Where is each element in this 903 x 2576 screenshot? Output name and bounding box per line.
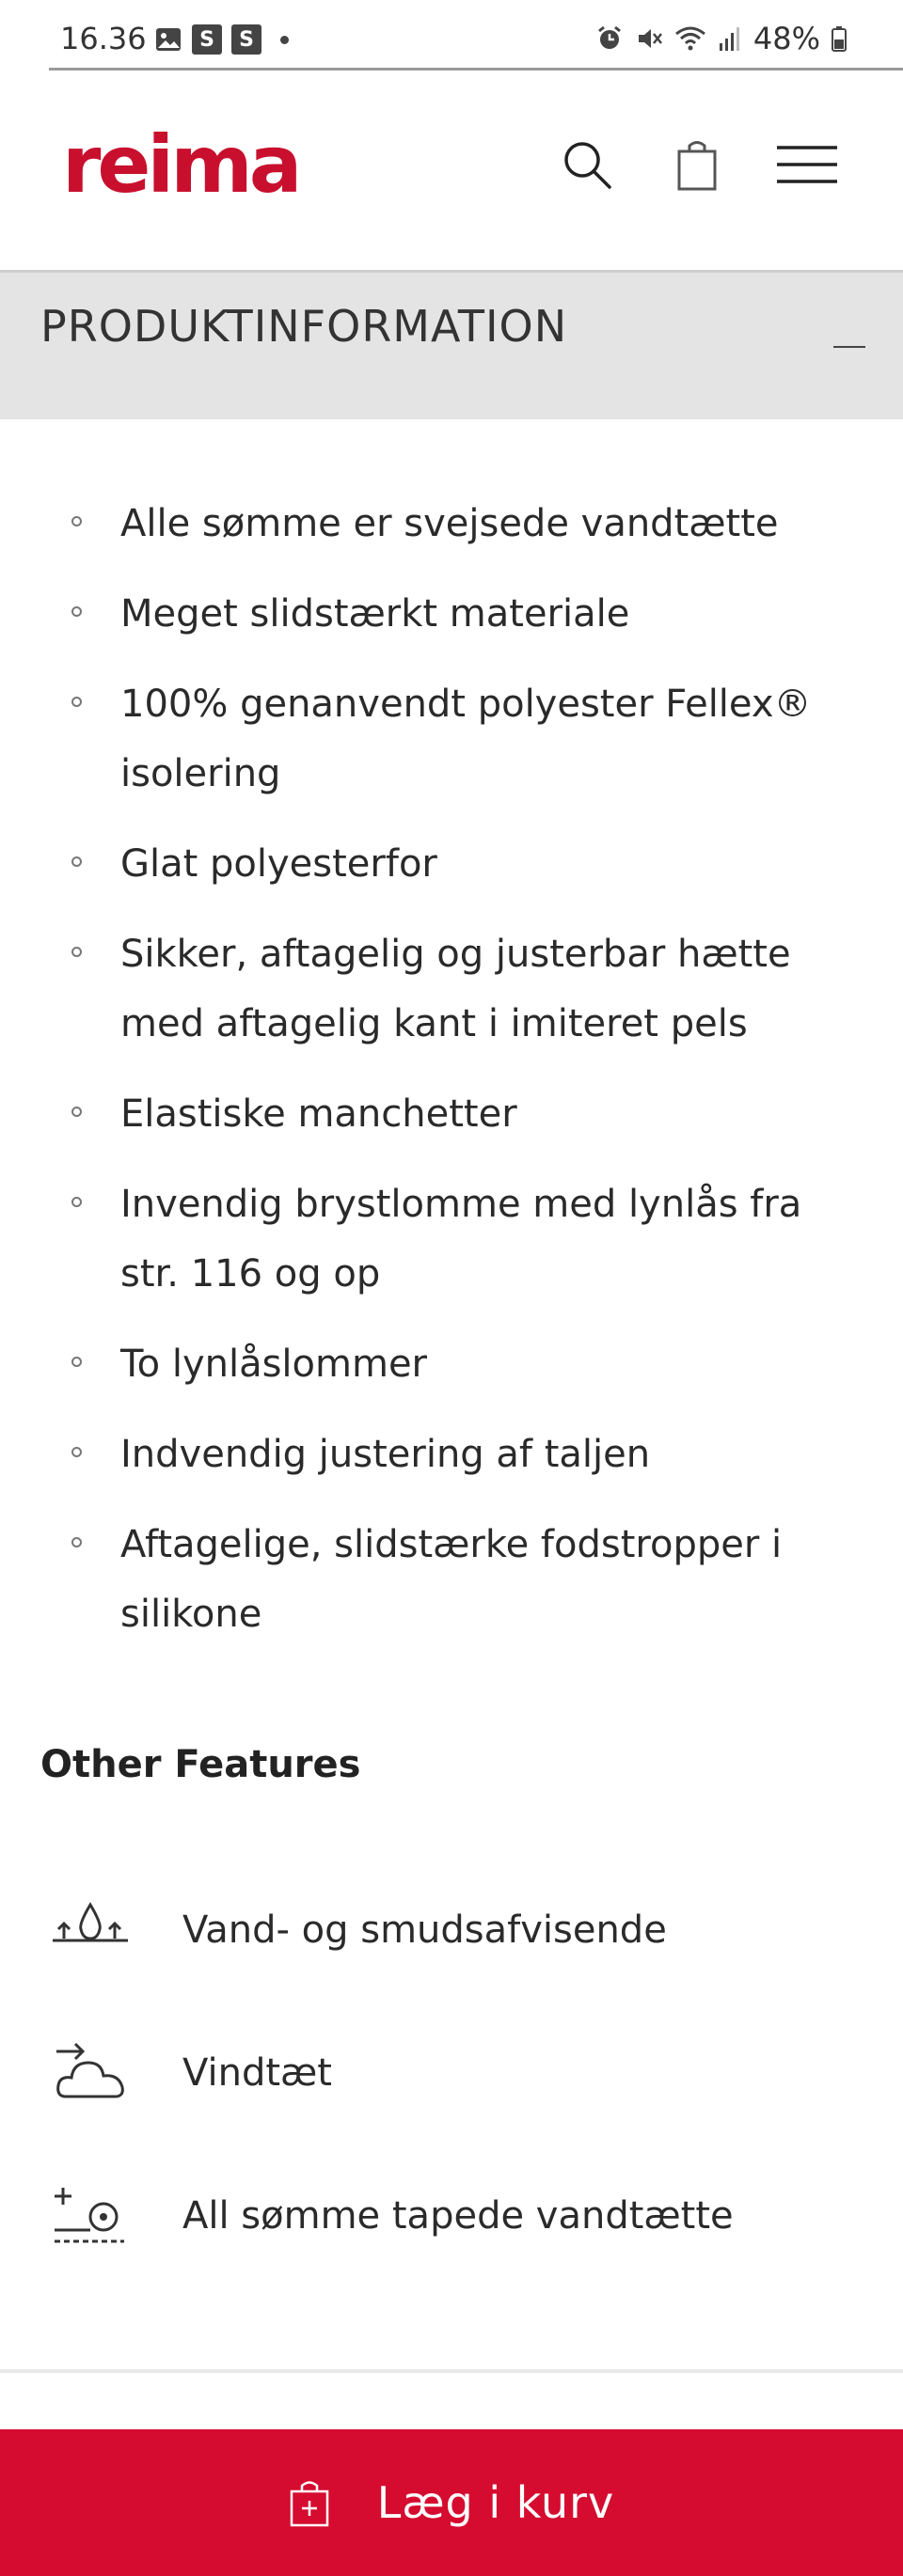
list-item [0,1420,903,1489]
list-item-text: Invendig brystlomme med lynlås fra str. 116 og op [120,1183,802,1296]
alarm-icon [595,24,624,53]
feature-label: Vand- og smudsafvisende [182,1908,667,1952]
list-item [0,1079,903,1149]
gallery-icon [154,25,182,54]
list-item-text: Sikker, aftagelig og justerbar hætte med aftagelig kant i imiteret pels [120,933,791,1045]
list-item-text: Indvendig justering af taljen [120,1433,651,1476]
list-item-text: Aftagelige, slidstærke fodstropper i silikone [120,1523,783,1636]
status-notification-icons [154,24,289,55]
more-notifications-dot [280,36,289,44]
feature-label: All sømme tapede vandtætte [182,2194,734,2238]
bullet-icon [71,516,82,526]
taped-seams-icon [51,2177,130,2256]
bag-plus-icon [289,2478,330,2527]
bullet-icon [71,1107,82,1117]
list-item-text: Meget slidstærkt materiale [120,592,630,636]
list-item [0,919,903,1059]
feature-row [0,2034,903,2119]
list-item [0,1170,903,1309]
feature-row [0,1892,903,1976]
app-s-icon: S [192,24,222,55]
feature-label: Vindtæt [182,2051,332,2095]
list-item [0,489,903,558]
bullet-icon [71,947,82,957]
bullet-icon [71,1197,82,1207]
bag-icon[interactable] [669,136,725,193]
search-icon[interactable] [559,136,615,193]
site-header [0,71,903,273]
menu-icon[interactable] [775,136,839,193]
status-time: 16.36 [60,21,147,56]
section-divider [0,2369,903,2373]
list-item-text: Glat polyesterfor [120,842,437,886]
windproof-icon [51,2034,130,2113]
water-repellent-icon [51,1892,130,1971]
product-features-list [0,489,903,1670]
signal-icon [718,24,742,53]
list-item-text: 100% genanvendt polyester Fellex® isolering [120,683,812,795]
status-right [595,21,847,56]
bullet-icon [71,606,82,617]
list-item [0,829,903,899]
bullet-icon [71,1537,82,1547]
bullet-icon [71,856,82,867]
list-item-text: Alle sømme er svejsede vandtætte [120,502,779,545]
reima-logo[interactable]: reima [62,118,299,211]
list-item [0,1329,903,1399]
battery-icon [832,25,847,52]
battery-percent: 48% [752,21,820,56]
bullet-icon [71,1447,82,1457]
bullet-icon [71,1357,82,1367]
list-item [0,669,903,809]
status-bar [0,0,903,68]
bullet-icon [71,697,82,707]
other-features-heading: Other Features [40,1743,361,1786]
collapse-icon[interactable] [833,329,865,367]
app-s-icon: S [231,24,261,55]
add-to-cart-button[interactable] [0,2429,903,2576]
mute-icon [635,24,663,53]
feature-row [0,2177,903,2262]
list-item-text: To lynlåslommer [120,1343,427,1386]
list-item-text: Elastiske manchetter [120,1092,517,1136]
list-item [0,579,903,649]
product-info-accordion[interactable] [0,273,903,419]
add-to-cart-label: Læg i kurv [376,2477,615,2528]
list-item [0,1510,903,1649]
wifi-icon [674,24,706,53]
accordion-title: PRODUKTINFORMATION [40,301,568,352]
